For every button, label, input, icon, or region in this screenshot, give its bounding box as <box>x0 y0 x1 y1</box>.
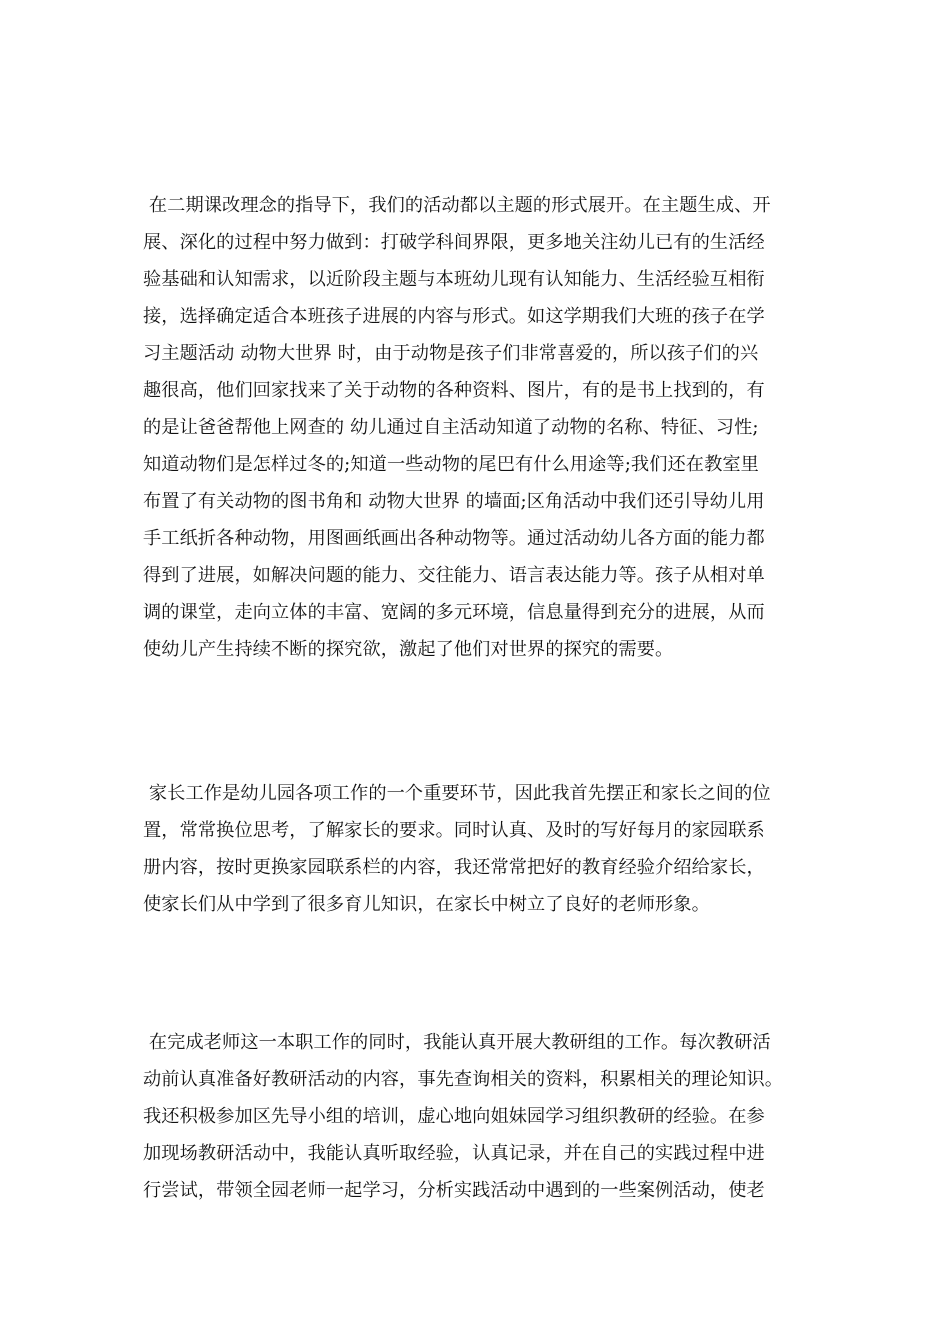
text-line: 习主题活动 动物大世界 时，由于动物是孩子们非常喜爱的，所以孩子们的兴 <box>143 343 759 364</box>
text-line: 我还积极参加区先导小组的培训，虚心地向姐妹园学习组织教研的经验。在参 <box>143 1106 765 1127</box>
paragraph-teaching-research <box>143 1024 815 1209</box>
text-line: 动前认真准备好教研活动的内容，事先查询相关的资料，积累相关的理论知识。 <box>143 1069 784 1090</box>
text-line: 手工纸折各种动物，用图画纸画出各种动物等。通过活动幼儿各方面的能力都 <box>143 528 765 549</box>
text-line: 家长工作是幼儿园各项工作的一个重要环节，因此我首先摆正和家长之间的位 <box>143 783 771 804</box>
text-line: 使幼儿产生持续不断的探究欲，激起了他们对世界的探究的需要。 <box>143 639 674 660</box>
paragraph-parent-work <box>143 775 815 923</box>
text-line: 知道动物们是怎样过冬的;知道一些动物的尾巴有什么用途等;我们还在教室里 <box>143 454 759 475</box>
text-line: 在完成老师这一本职工作的同时，我能认真开展大教研组的工作。每次教研活 <box>143 1032 771 1053</box>
paragraph-theme-activities <box>143 187 815 668</box>
text-line: 置，常常换位思考，了解家长的要求。同时认真、及时的写好每月的家园联系 <box>143 820 765 841</box>
text-line: 趣很高，他们回家找来了关于动物的各种资料、图片，有的是书上找到的，有 <box>143 380 765 401</box>
text-line: 接，选择确定适合本班孩子进展的内容与形式。如这学期我们大班的孩子在学 <box>143 306 765 327</box>
text-line: 在二期课改理念的指导下，我们的活动都以主题的形式展开。在主题生成、开 <box>143 195 771 216</box>
text-line: 调的课堂，走向立体的丰富、宽阔的多元环境，信息量得到充分的进展，从而 <box>143 602 765 623</box>
text-line: 加现场教研活动中，我能认真听取经验，认真记录，并在自己的实践过程中进 <box>143 1143 765 1164</box>
text-line: 册内容，按时更换家园联系栏的内容，我还常常把好的教育经验介绍给家长， <box>143 857 765 878</box>
text-line: 展、深化的过程中努力做到：打破学科间界限，更多地关注幼儿已有的生活经 <box>143 232 765 253</box>
text-line: 使家长们从中学到了很多育儿知识，在家长中树立了良好的老师形象。 <box>143 894 710 915</box>
text-line: 行尝试，带领全园老师一起学习，分析实践活动中遇到的一些案例活动，使老 <box>143 1180 765 1201</box>
text-line: 验基础和认知需求，以近阶段主题与本班幼儿现有认知能力、生活经验互相衔 <box>143 269 765 290</box>
text-line: 布置了有关动物的图书角和 动物大世界 的墙面;区角活动中我们还引导幼儿用 <box>143 491 765 512</box>
text-line: 的是让爸爸帮他上网查的 幼儿通过自主活动知道了动物的名称、特征、习性; <box>143 417 759 438</box>
text-line: 得到了进展，如解决问题的能力、交往能力、语言表达能力等。孩子从相对单 <box>143 565 765 586</box>
